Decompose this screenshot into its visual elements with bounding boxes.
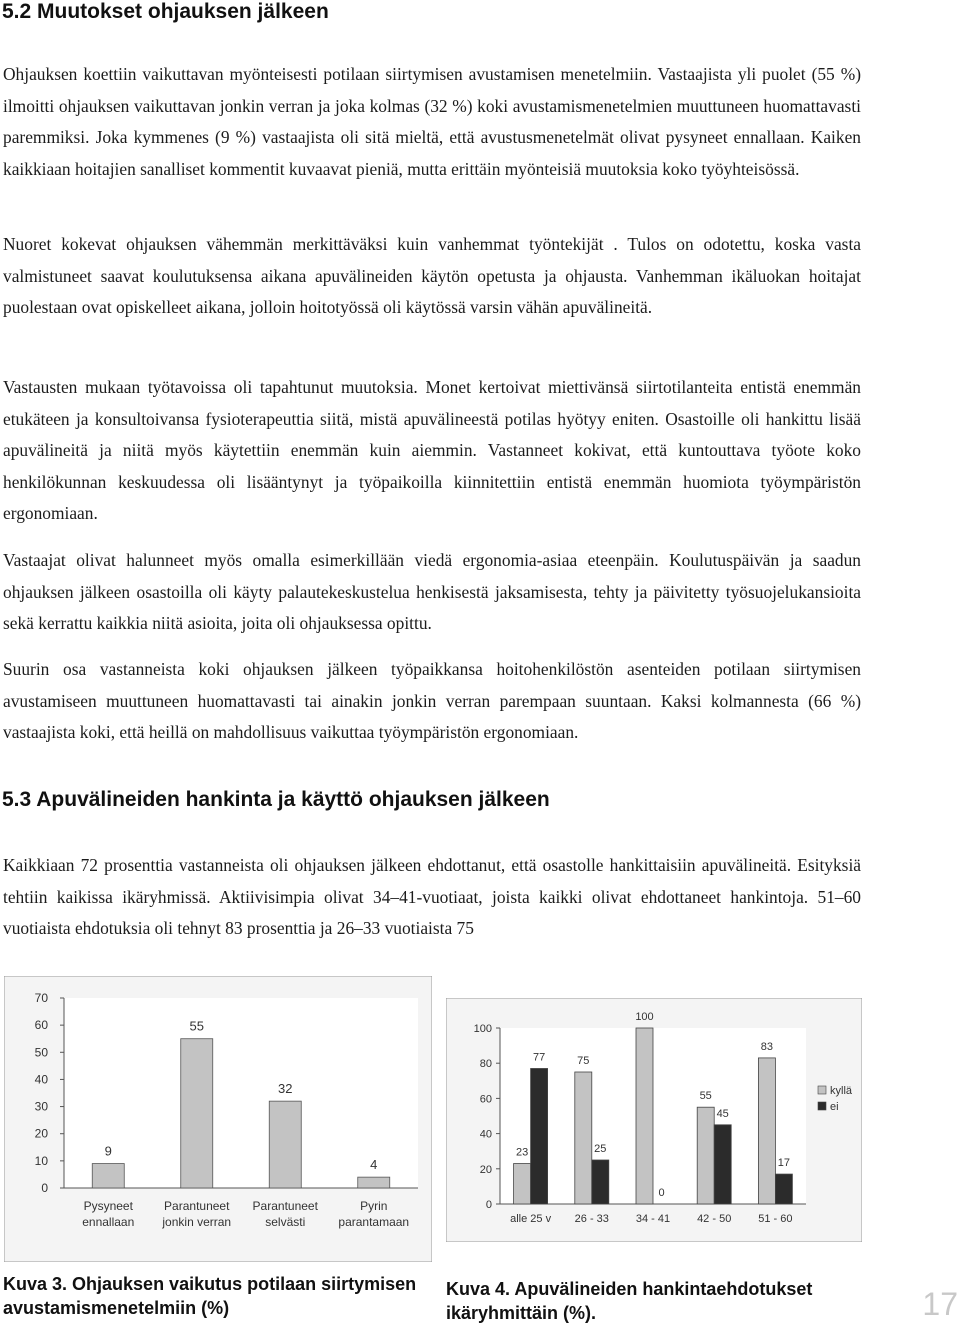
paragraph-1: Ohjauksen koettiin vaikuttavan myönteisesti potilaan siirtymisen avustamisen menetelmiin. Vastaajista yli puolet (55 %) ilmoitti ohjauksen vaikuttavan jonkin verran ja joka kolmas (32 %) koki avustamismenetelmien muuttuneen huomattavasti paremmiksi. Joka kymmenes (9 %) vastaajista oli sitä mieltä, että avustusmenetelmät olivat pysyneet ennallaan. Kaiken kaikkiaan hoitajien sanalliset kommentit kuvaavat pieniä, mutta erittäin myönteisiä muutoksia koko työyhteisössä. [3, 64, 861, 179]
x-tick-label: jonkin verran [162, 1215, 232, 1229]
x-tick-label: 42 - 50 [697, 1213, 732, 1225]
bar-ei [531, 1068, 548, 1204]
bar [92, 1164, 124, 1188]
bar [358, 1177, 390, 1188]
figure-4-svg [446, 998, 862, 1242]
x-tick-label: alle 25 v [510, 1213, 552, 1225]
bar-value-label: 9 [104, 1143, 112, 1159]
x-tick-label: Pyrin [360, 1199, 388, 1213]
paragraph-5: Suurin osa vastanneista koki ohjauksen jälkeen työpaikkansa hoitohenkilöstön asenteiden potilaan siirtymisen avustamiseen muuttuneen huomattavasti tai ainakin jonkin verran parempaan suuntaan. Kaksi kolmannesta (66 %) vastaajista koki, että heillä on mahdollisuus vaikuttaa työympäristön ergonomiaan. [3, 659, 861, 742]
bar-ei [775, 1174, 792, 1204]
y-tick-label: 60 [34, 1018, 48, 1033]
bar-value-label: 45 [716, 1107, 729, 1120]
figure-3-caption: Kuva 3. Ohjauksen vaikutus potilaan siirtymisen avustamismenetelmiin (%) [3, 1274, 417, 1318]
x-tick-label: 34 - 41 [635, 1213, 671, 1225]
bar-kyllä [697, 1107, 714, 1204]
bar-value-label: 55 [189, 1018, 204, 1034]
y-tick-label: 20 [479, 1163, 492, 1176]
y-tick-label: 80 [479, 1058, 492, 1071]
x-tick-label: Parantuneet [252, 1199, 318, 1213]
y-tick-label: 0 [485, 1199, 492, 1211]
x-tick-label: Pysyneet [83, 1199, 133, 1213]
bar-kyllä [758, 1058, 775, 1204]
y-tick-label: 40 [34, 1072, 48, 1087]
y-tick-label: 40 [479, 1128, 492, 1141]
bar-value-label: 77 [532, 1051, 546, 1064]
figure-3-chart [4, 976, 432, 1262]
bar [269, 1101, 301, 1188]
bar-value-label: 55 [699, 1090, 712, 1103]
y-tick-label: 0 [41, 1181, 48, 1195]
page-number: 17 [922, 1286, 958, 1322]
bar-value-label: 0 [658, 1187, 665, 1199]
legend-label-kyllä: kyllä [830, 1085, 853, 1097]
bar-kyllä [514, 1164, 531, 1204]
legend-swatch-ei [818, 1102, 826, 1110]
bar-value-label: 25 [594, 1143, 607, 1155]
x-tick-label: ennallaan [82, 1215, 135, 1229]
paragraph-6: Kaikkiaan 72 prosenttia vastanneista oli ohjauksen jälkeen ehdottanut, että osastolle hankittaisiin apuvälineitä. Esityksiä tehtiin kaikissa ikäryhmissä. Aktiivisimpia olivat 34–41-vuotiaat, joista kaikki olivat ehdottaneet hankintoja. 51–60 vuotiaista ehdotuksia oli tehnyt 83 prosenttia ja 26–33 vuotiaista 75 [3, 855, 861, 938]
section-heading-5-3: 5.3 Apuvälineiden hankinta ja käyttö ohjauksen jälkeen [2, 788, 550, 811]
x-tick-label: 26 - 33 [574, 1213, 609, 1225]
y-tick-label: 60 [479, 1093, 492, 1106]
x-tick-label: 51 - 60 [758, 1213, 793, 1225]
section-heading-5-2: 5.2 Muutokset ohjauksen jälkeen [2, 0, 329, 23]
bar-value-label: 23 [515, 1146, 529, 1159]
x-tick-label: parantamaan [338, 1215, 410, 1229]
paragraph-3: Vastausten mukaan työtavoissa oli tapahtunut muutoksia. Monet kertoivat miettivänsä siirtotilanteita entistä enemmän etukäteen ja konsultoivansa fysioterapeuttia siitä, mistä apuvälineestä potilas hyötyy eniten. Osastoille oli hankittu lisää apuvälineitä ja niitä myös käytettiin enemmän kuin aiemmin. Vastanneet kokivat, että kuntouttava työote koko henkilökunnan keskuudessa oli lisääntynyt ja työpaikoilla kiinnitettiin entistä enemmän huomiota työympäristön ergonomiaan. [3, 377, 861, 523]
bar-value-label: 75 [577, 1055, 590, 1067]
legend-label-ei: ei [830, 1101, 839, 1113]
paragraph-4: Vastaajat olivat halunneet myös omalla esimerkillään viedä ergonomia-asiaa eteenpäin. Koulutuspäivän ja saadun ohjauksen jälkeen osastoilla oli käyty palautekeskustelua henkisestä jaksamisesta, tehty ja päivitetty työsuojelukansioita sekä kerrattu kaikkia niitä asioita, joita oli ohjauksessa opittu. [3, 550, 861, 633]
figure-4-caption: Kuva 4. Apuvälineiden hankintaehdotukset ikäryhmittäin (%). [446, 1279, 813, 1323]
y-tick-label: 50 [34, 1045, 48, 1060]
bar-value-label: 4 [370, 1157, 378, 1173]
figure-3-svg [4, 976, 432, 1262]
bar-kyllä [636, 1028, 653, 1204]
bar-value-label: 32 [278, 1081, 293, 1097]
legend-swatch-kyllä [818, 1086, 826, 1094]
bar-value-label: 17 [777, 1157, 791, 1170]
bar-ei [592, 1160, 609, 1204]
bar [181, 1039, 213, 1188]
figure-4-chart [446, 998, 862, 1242]
x-tick-label: Parantuneet [164, 1199, 230, 1213]
bar-value-label: 83 [760, 1040, 774, 1053]
paragraph-2: Nuoret kokevat ohjauksen vähemmän merkittäväksi kuin vanhemmat työntekijät . Tulos on odotettu, koska vasta valmistuneet saavat koulutuksensa aikana apuvälineiden käytön opetusta ja ohjausta. Vanhemman ikäluokan hoitajat puolestaan ovat opiskelleet aikana, jolloin hoitotyössä oli käytössä varsin vähän apuvälineitä. [3, 234, 861, 317]
y-tick-label: 30 [34, 1099, 48, 1114]
bar-value-label: 100 [635, 1011, 654, 1023]
y-tick-label: 20 [34, 1126, 48, 1141]
y-tick-label: 100 [473, 1023, 492, 1035]
y-tick-label: 70 [34, 991, 48, 1005]
x-tick-label: selvästi [265, 1215, 306, 1229]
bar-ei [714, 1125, 731, 1204]
plot-area [64, 998, 418, 1188]
y-tick-label: 10 [34, 1153, 48, 1168]
bar-kyllä [575, 1072, 592, 1204]
